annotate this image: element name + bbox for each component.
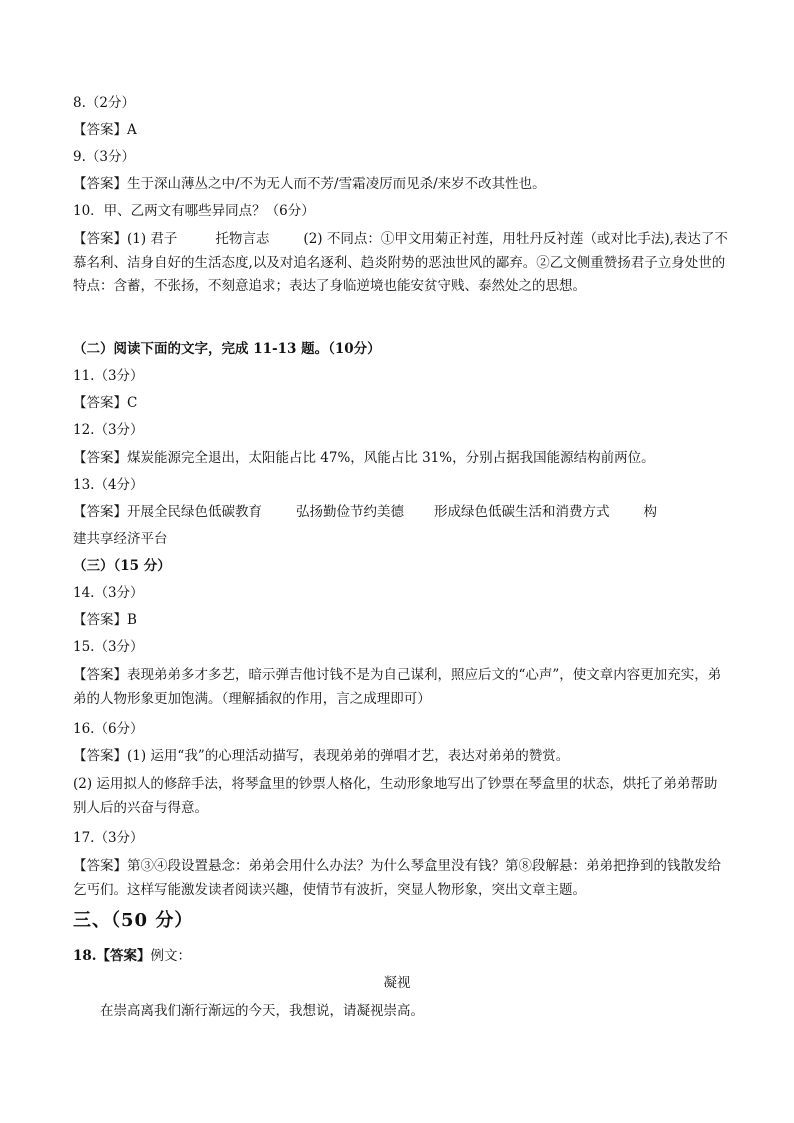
answer-16-part2: (2) 运用拟人的修辞手法，将琴盒里的钞票人格化，生动形象地写出了钞票在琴盒里的状态，烘托了弟弟帮助别人后的兴奋与得意。 — [73, 776, 718, 816]
answer-13-item3: 形成绿色低碳生活和消费方式 — [434, 504, 610, 520]
answer-13-item1: 开展全民绿色低碳教育 — [127, 504, 262, 520]
q14-heading: 14.（3分） — [73, 585, 144, 601]
q18-number: 18. — [73, 948, 97, 964]
answer-15: 【答案】表现弟弟多才多艺，暗示弹吉他讨钱不是为自己谋利，照应后文的“心声”，使文章内容更加充实，弟弟的人物形象更加饱满。（理解插叙的作用，言之成理即可） — [73, 667, 722, 707]
q17-heading: 17.（3分） — [73, 830, 144, 846]
answer-10 — [73, 228, 728, 299]
answer-9: 【答案】生于深山薄丛之中/不为无人而不芳/雪霜凌厉而见杀/来岁不改其性也。 — [73, 176, 546, 192]
q11-heading: 11.（3分） — [73, 368, 144, 384]
answer-label: 【答案】 — [73, 504, 127, 520]
q18-answer — [73, 943, 728, 970]
answer-label: 【答案】 — [73, 231, 127, 247]
answer-17: 【答案】第③④段设置悬念：弟弟会用什么办法？为什么琴盒里没有钱？第⑧段解悬：弟弟把挣到的钱散发给乞丐们。这样写能激发读者阅读兴趣，使情节有波折，突显人物形象，突出文章主题。 — [73, 858, 721, 898]
answer-10-part1: (1) 君子 — [127, 231, 178, 247]
q13-heading: 13.（4分） — [73, 477, 144, 493]
q16-heading: 16.（6分） — [73, 721, 144, 737]
answer-12: 【答案】煤炭能源完全退出，太阳能占比 47%，风能占比 31%，分别占据我国能源结构前两位。 — [73, 450, 655, 466]
q9-heading: 9.（3分） — [73, 149, 135, 165]
essay-paragraph-1: 在崇高离我们渐行渐远的今天，我想说，请凝视崇高。 — [100, 1003, 424, 1019]
q10-heading: 10．甲、乙两文有哪些异同点？（6分） — [73, 203, 315, 219]
q12-heading: 12.（3分） — [73, 422, 144, 438]
section-2-heading: （二）阅读下面的文字，完成 11-13 题。（10分） — [73, 341, 381, 357]
answer-13-item4-start: 构 — [643, 504, 657, 520]
part-three-heading: 三、（50 分） — [73, 910, 194, 931]
answer-11: 【答案】C — [73, 395, 138, 411]
answer-13 — [73, 499, 728, 526]
essay-title: 凝视 — [383, 975, 411, 991]
answer-13-item2: 弘扬勤俭节约美德 — [296, 504, 404, 520]
q15-heading: 15.（3分） — [73, 639, 144, 655]
section-3-heading: （三）（15 分） — [73, 558, 171, 574]
answer-8: 【答案】A — [73, 122, 137, 138]
answer-14: 【答案】B — [73, 612, 137, 628]
answer-10-part3: (2) 不同点：①甲文用菊正衬莲，用牡丹反衬莲（或对比手法),表达了不慕名利、洁身自好的生活态度,以及对追名逐利、趋炎附势的恶浊世风的鄙弃。②乙文侧重赞扬君子立身处世的特点：含蓄，不张扬，不刻意追求；表达了身临逆境也能安贫守贱、泰然处之的思想。 — [73, 231, 728, 294]
q8-heading: 8.（2分） — [73, 95, 135, 111]
example-essay-label: 例文： — [150, 948, 191, 964]
answer-16-part1: 【答案】(1) 运用“我”的心理活动描写，表现弟弟的弹唱才艺，表达对弟弟的赞赏。 — [73, 748, 570, 764]
answer-13-continued: 建共享经济平台 — [73, 531, 168, 547]
answer-label: 【答案】 — [96, 948, 151, 964]
answer-10-part2: 托物言志 — [215, 231, 270, 247]
